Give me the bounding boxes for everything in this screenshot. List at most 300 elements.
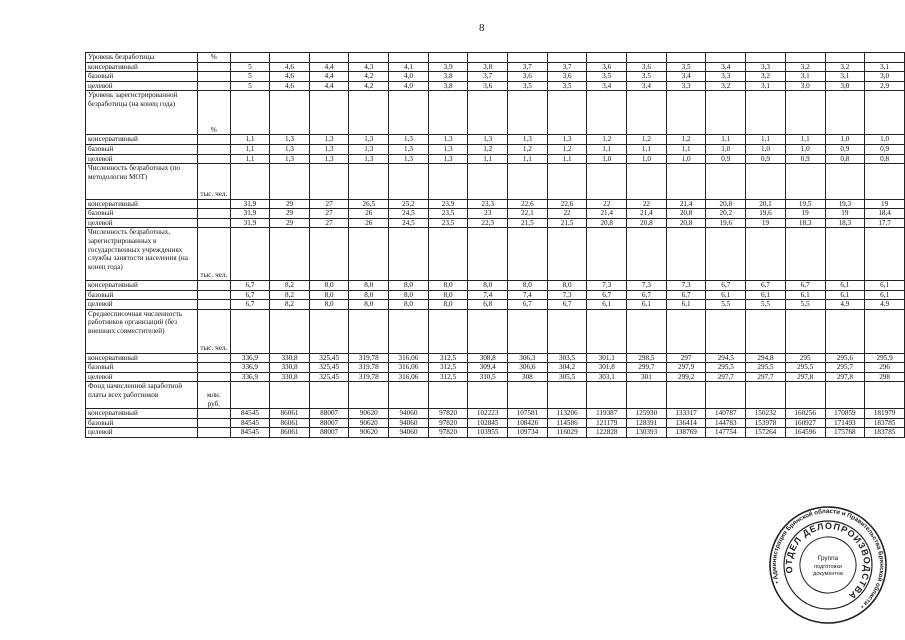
value-cell: 4,4 (309, 62, 349, 72)
value-cell: 8,0 (389, 300, 429, 310)
scenario-label: консервативный (86, 199, 198, 209)
value-cell: 3,2 (785, 62, 825, 72)
value-cell: 22 (547, 209, 587, 219)
scenario-label: базовый (86, 290, 198, 300)
value-cell: 20,8 (666, 218, 706, 228)
value-cell: 19 (825, 209, 865, 219)
section-header-row (86, 164, 905, 199)
value-cell: 3,2 (706, 81, 746, 91)
value-cell: 3,3 (666, 81, 706, 91)
value-cell: 3,1 (825, 72, 865, 82)
table-row (86, 199, 905, 209)
unit-cell (197, 62, 230, 72)
unit-cell (197, 72, 230, 82)
value-cell: 136414 (666, 418, 706, 428)
table-row (86, 363, 905, 373)
value-cell: 29 (270, 199, 310, 209)
value-cell: 1,3 (547, 135, 587, 145)
value-cell: 3,8 (428, 81, 468, 91)
table-row (86, 144, 905, 154)
unit-cell: % (197, 53, 230, 63)
value-cell: 86061 (270, 418, 310, 428)
value-cell: 170859 (825, 409, 865, 419)
empty-cell (666, 382, 706, 409)
value-cell: 1,1 (547, 154, 587, 164)
value-cell: 7,3 (666, 280, 706, 290)
value-cell: 94060 (389, 418, 429, 428)
value-cell: 294,5 (706, 353, 746, 363)
empty-cell (627, 309, 667, 353)
value-cell: 183785 (865, 428, 905, 438)
value-cell: 121179 (587, 418, 627, 428)
value-cell: 8,0 (428, 290, 468, 300)
empty-cell (825, 91, 865, 135)
value-cell: 1,1 (587, 144, 627, 154)
table-row (86, 154, 905, 164)
value-cell: 1,1 (230, 135, 270, 145)
empty-cell (865, 228, 905, 281)
value-cell: 4,3 (349, 62, 389, 72)
table-row (86, 209, 905, 219)
value-cell: 150232 (746, 409, 786, 419)
empty-cell (349, 91, 389, 135)
empty-cell (825, 382, 865, 409)
value-cell: 1,1 (785, 135, 825, 145)
value-cell: 1,1 (746, 135, 786, 145)
unit-cell: тыс. чел. (197, 228, 230, 281)
value-cell: 20,2 (706, 209, 746, 219)
value-cell: 21,4 (666, 199, 706, 209)
empty-cell (389, 382, 429, 409)
empty-cell (468, 382, 508, 409)
table-row (86, 218, 905, 228)
value-cell: 113206 (547, 409, 587, 419)
value-cell: 20,8 (587, 218, 627, 228)
value-cell: 1,3 (309, 144, 349, 154)
value-cell: 312,5 (428, 372, 468, 382)
value-cell: 183785 (865, 418, 905, 428)
value-cell: 18,4 (865, 209, 905, 219)
value-cell: 303,5 (547, 353, 587, 363)
empty-cell (270, 309, 310, 353)
value-cell: 122828 (587, 428, 627, 438)
section-header-row (86, 53, 905, 63)
value-cell: 5 (230, 62, 270, 72)
value-cell: 97820 (428, 409, 468, 419)
value-cell: 84545 (230, 418, 270, 428)
scenario-label: консервативный (86, 409, 198, 419)
value-cell: 6,7 (627, 290, 667, 300)
value-cell: 84545 (230, 409, 270, 419)
empty-cell (508, 309, 548, 353)
empty-cell (587, 53, 627, 63)
value-cell: 29 (270, 209, 310, 219)
value-cell: 316,06 (389, 372, 429, 382)
value-cell: 31,9 (230, 199, 270, 209)
value-cell: 24,5 (389, 209, 429, 219)
unit-cell (197, 428, 230, 438)
value-cell: 90620 (349, 418, 389, 428)
value-cell: 4,0 (389, 81, 429, 91)
empty-cell (508, 91, 548, 135)
value-cell: 325,45 (309, 363, 349, 373)
value-cell: 29 (270, 218, 310, 228)
empty-cell (389, 91, 429, 135)
value-cell: 114586 (547, 418, 587, 428)
value-cell: 6,1 (627, 300, 667, 310)
value-cell: 295,6 (825, 353, 865, 363)
empty-cell (706, 53, 746, 63)
value-cell: 19,5 (785, 199, 825, 209)
empty-cell (785, 164, 825, 199)
value-cell: 297,7 (706, 372, 746, 382)
value-cell: 157264 (746, 428, 786, 438)
value-cell: 19 (746, 218, 786, 228)
value-cell: 20,8 (627, 218, 667, 228)
stamp-line-3: документов (813, 571, 843, 577)
value-cell: 6,7 (547, 300, 587, 310)
unit-cell (197, 280, 230, 290)
value-cell: 3,6 (468, 81, 508, 91)
empty-cell (706, 91, 746, 135)
empty-cell (785, 228, 825, 281)
stamp-ring-text: ОТДЕЛ ДЕЛОПРОИЗВОДСТВА (783, 520, 873, 602)
value-cell: 3,5 (587, 72, 627, 82)
value-cell: 31,9 (230, 218, 270, 228)
empty-cell (666, 53, 706, 63)
value-cell: 301,1 (587, 353, 627, 363)
value-cell: 4,6 (270, 72, 310, 82)
value-cell: 90620 (349, 409, 389, 419)
value-cell: 8,0 (349, 290, 389, 300)
value-cell: 175768 (825, 428, 865, 438)
value-cell: 1,2 (627, 135, 667, 145)
value-cell: 5 (230, 81, 270, 91)
value-cell: 102845 (468, 418, 508, 428)
unit-cell (197, 353, 230, 363)
empty-cell (706, 309, 746, 353)
value-cell: 295 (785, 353, 825, 363)
value-cell: 3,0 (785, 81, 825, 91)
value-cell: 1,3 (309, 135, 349, 145)
table-row (86, 62, 905, 72)
value-cell: 6,1 (865, 290, 905, 300)
value-cell: 3,8 (468, 62, 508, 72)
value-cell: 1,1 (627, 144, 667, 154)
value-cell: 330,8 (270, 353, 310, 363)
value-cell: 8,2 (270, 290, 310, 300)
empty-cell (865, 164, 905, 199)
empty-cell (389, 53, 429, 63)
section-header-row (86, 228, 905, 281)
value-cell: 23,9 (428, 199, 468, 209)
section-title: Численность безработных (по методологии МОТ) (86, 164, 198, 199)
unit-cell (197, 218, 230, 228)
empty-cell (230, 309, 270, 353)
value-cell: 303,1 (587, 372, 627, 382)
value-cell: 1,3 (349, 154, 389, 164)
unit-cell: млн. руб. (197, 382, 230, 409)
value-cell: 22,6 (508, 199, 548, 209)
value-cell: 336,9 (230, 372, 270, 382)
value-cell: 3,4 (587, 81, 627, 91)
value-cell: 6,7 (508, 300, 548, 310)
empty-cell (627, 53, 667, 63)
value-cell: 6,7 (587, 290, 627, 300)
official-stamp (768, 505, 888, 625)
value-cell: 4,4 (309, 81, 349, 91)
empty-cell (428, 164, 468, 199)
empty-cell (746, 91, 786, 135)
empty-cell (428, 91, 468, 135)
value-cell: 301,8 (587, 363, 627, 373)
empty-cell (587, 382, 627, 409)
value-cell: 2,9 (865, 81, 905, 91)
value-cell: 144783 (706, 418, 746, 428)
value-cell: 0,9 (706, 154, 746, 164)
scenario-label: базовый (86, 144, 198, 154)
value-cell: 31,9 (230, 209, 270, 219)
empty-cell (349, 382, 389, 409)
empty-cell (746, 164, 786, 199)
empty-cell (587, 164, 627, 199)
value-cell: 330,8 (270, 363, 310, 373)
value-cell: 296 (865, 363, 905, 373)
value-cell: 325,45 (309, 372, 349, 382)
empty-cell (270, 382, 310, 409)
value-cell: 306,3 (508, 353, 548, 363)
value-cell: 160927 (785, 418, 825, 428)
scenario-label: целевой (86, 372, 198, 382)
value-cell: 3,5 (508, 81, 548, 91)
value-cell: 90620 (349, 428, 389, 438)
value-cell: 1,3 (349, 135, 389, 145)
value-cell: 306,6 (508, 363, 548, 373)
value-cell: 6,1 (785, 290, 825, 300)
value-cell: 297,8 (785, 372, 825, 382)
value-cell: 297 (666, 353, 706, 363)
value-cell: 6,1 (706, 290, 746, 300)
value-cell: 19 (785, 209, 825, 219)
scenario-label: целевой (86, 428, 198, 438)
empty-cell (270, 164, 310, 199)
value-cell: 1,3 (389, 154, 429, 164)
value-cell: 19,6 (746, 209, 786, 219)
value-cell: 3,6 (547, 72, 587, 82)
value-cell: 316,06 (389, 353, 429, 363)
value-cell: 295,5 (746, 363, 786, 373)
table-row (86, 428, 905, 438)
value-cell: 107581 (508, 409, 548, 419)
value-cell: 305,5 (547, 372, 587, 382)
empty-cell (865, 382, 905, 409)
value-cell: 133317 (666, 409, 706, 419)
empty-cell (547, 382, 587, 409)
value-cell: 308,8 (468, 353, 508, 363)
value-cell: 309,4 (468, 363, 508, 373)
value-cell: 86061 (270, 409, 310, 419)
empty-cell (587, 228, 627, 281)
empty-cell (309, 228, 349, 281)
empty-cell (468, 91, 508, 135)
empty-cell (428, 309, 468, 353)
value-cell: 7,3 (547, 290, 587, 300)
value-cell: 5,5 (706, 300, 746, 310)
value-cell: 297,9 (666, 363, 706, 373)
value-cell: 4,2 (349, 81, 389, 91)
value-cell: 24,5 (389, 218, 429, 228)
unit-cell: % (197, 91, 230, 135)
value-cell: 3,6 (627, 62, 667, 72)
empty-cell (230, 53, 270, 63)
value-cell: 21,4 (587, 209, 627, 219)
value-cell: 325,45 (309, 353, 349, 363)
unit-cell: тыс. чел. (197, 309, 230, 353)
value-cell: 297,8 (825, 372, 865, 382)
value-cell: 1,3 (389, 144, 429, 154)
value-cell: 22,3 (468, 218, 508, 228)
value-cell: 1,2 (587, 135, 627, 145)
value-cell: 23,3 (468, 199, 508, 209)
value-cell: 3,7 (508, 62, 548, 72)
value-cell: 1,3 (270, 154, 310, 164)
value-cell: 1,3 (309, 154, 349, 164)
value-cell: 6,1 (746, 290, 786, 300)
value-cell: 330,8 (270, 372, 310, 382)
value-cell: 301 (627, 372, 667, 382)
empty-cell (230, 382, 270, 409)
value-cell: 1,1 (230, 144, 270, 154)
value-cell: 298,5 (627, 353, 667, 363)
value-cell: 125930 (627, 409, 667, 419)
scenario-label: консервативный (86, 135, 198, 145)
table-row (86, 418, 905, 428)
value-cell: 8,0 (349, 280, 389, 290)
empty-cell (230, 164, 270, 199)
value-cell: 108426 (508, 418, 548, 428)
empty-cell (587, 91, 627, 135)
value-cell: 1,0 (666, 154, 706, 164)
value-cell: 3,0 (825, 81, 865, 91)
value-cell: 1,1 (706, 135, 746, 145)
value-cell: 3,3 (706, 72, 746, 82)
value-cell: 5 (230, 72, 270, 82)
value-cell: 102223 (468, 409, 508, 419)
value-cell: 5,5 (746, 300, 786, 310)
value-cell: 336,9 (230, 363, 270, 373)
value-cell: 164596 (785, 428, 825, 438)
value-cell: 3,3 (746, 62, 786, 72)
value-cell: 109734 (508, 428, 548, 438)
value-cell: 8,0 (428, 300, 468, 310)
empty-cell (785, 91, 825, 135)
value-cell: 6,7 (746, 280, 786, 290)
empty-cell (270, 53, 310, 63)
value-cell: 1,3 (270, 135, 310, 145)
value-cell: 7,3 (627, 280, 667, 290)
scenario-label: консервативный (86, 280, 198, 290)
value-cell: 116029 (547, 428, 587, 438)
value-cell: 299,7 (627, 363, 667, 373)
value-cell: 27 (309, 218, 349, 228)
value-cell: 312,5 (428, 363, 468, 373)
scenario-label: базовый (86, 418, 198, 428)
table-row (86, 280, 905, 290)
value-cell: 181979 (865, 409, 905, 419)
empty-cell (865, 309, 905, 353)
value-cell: 319,78 (349, 363, 389, 373)
value-cell: 8,0 (309, 290, 349, 300)
value-cell: 3,7 (468, 72, 508, 82)
unit-cell (197, 135, 230, 145)
empty-cell (230, 228, 270, 281)
empty-cell (389, 309, 429, 353)
value-cell: 1,0 (587, 154, 627, 164)
empty-cell (428, 228, 468, 281)
value-cell: 23 (468, 209, 508, 219)
empty-cell (349, 228, 389, 281)
unit-cell (197, 199, 230, 209)
empty-cell (468, 228, 508, 281)
empty-cell (785, 53, 825, 63)
value-cell: 295,5 (785, 363, 825, 373)
value-cell: 23,5 (428, 218, 468, 228)
value-cell: 21,5 (547, 218, 587, 228)
value-cell: 294,8 (746, 353, 786, 363)
value-cell: 153978 (746, 418, 786, 428)
table-row (86, 290, 905, 300)
scenario-label: целевой (86, 218, 198, 228)
section-title: Среднесписочная численность работников организаций (без внешних совместителей) (86, 309, 198, 353)
value-cell: 19,6 (706, 218, 746, 228)
value-cell: 171493 (825, 418, 865, 428)
value-cell: 3,1 (785, 72, 825, 82)
section-title: Численность безработных, зарегистрированных в государственных учреждениях службы занятости населения (на конец года) (86, 228, 198, 281)
value-cell: 0,9 (785, 154, 825, 164)
value-cell: 84545 (230, 428, 270, 438)
value-cell: 8,2 (270, 300, 310, 310)
table-row (86, 409, 905, 419)
empty-cell (825, 53, 865, 63)
unit-cell (197, 209, 230, 219)
empty-cell (865, 91, 905, 135)
scenario-label: базовый (86, 72, 198, 82)
table-row (86, 353, 905, 363)
value-cell: 97820 (428, 418, 468, 428)
empty-cell (746, 309, 786, 353)
value-cell: 6,7 (230, 290, 270, 300)
value-cell: 8,0 (389, 290, 429, 300)
value-cell: 299,2 (666, 372, 706, 382)
value-cell: 295,9 (865, 353, 905, 363)
value-cell: 312,5 (428, 353, 468, 363)
empty-cell (349, 53, 389, 63)
value-cell: 3,1 (865, 62, 905, 72)
value-cell: 1,1 (468, 154, 508, 164)
empty-cell (508, 382, 548, 409)
unit-cell (197, 300, 230, 310)
empty-cell (309, 164, 349, 199)
empty-cell (547, 53, 587, 63)
value-cell: 1,3 (389, 135, 429, 145)
empty-cell (270, 91, 310, 135)
value-cell: 310,5 (468, 372, 508, 382)
empty-cell (468, 309, 508, 353)
value-cell: 88007 (309, 428, 349, 438)
empty-cell (309, 53, 349, 63)
value-cell: 1,0 (825, 135, 865, 145)
value-cell: 20,8 (666, 209, 706, 219)
